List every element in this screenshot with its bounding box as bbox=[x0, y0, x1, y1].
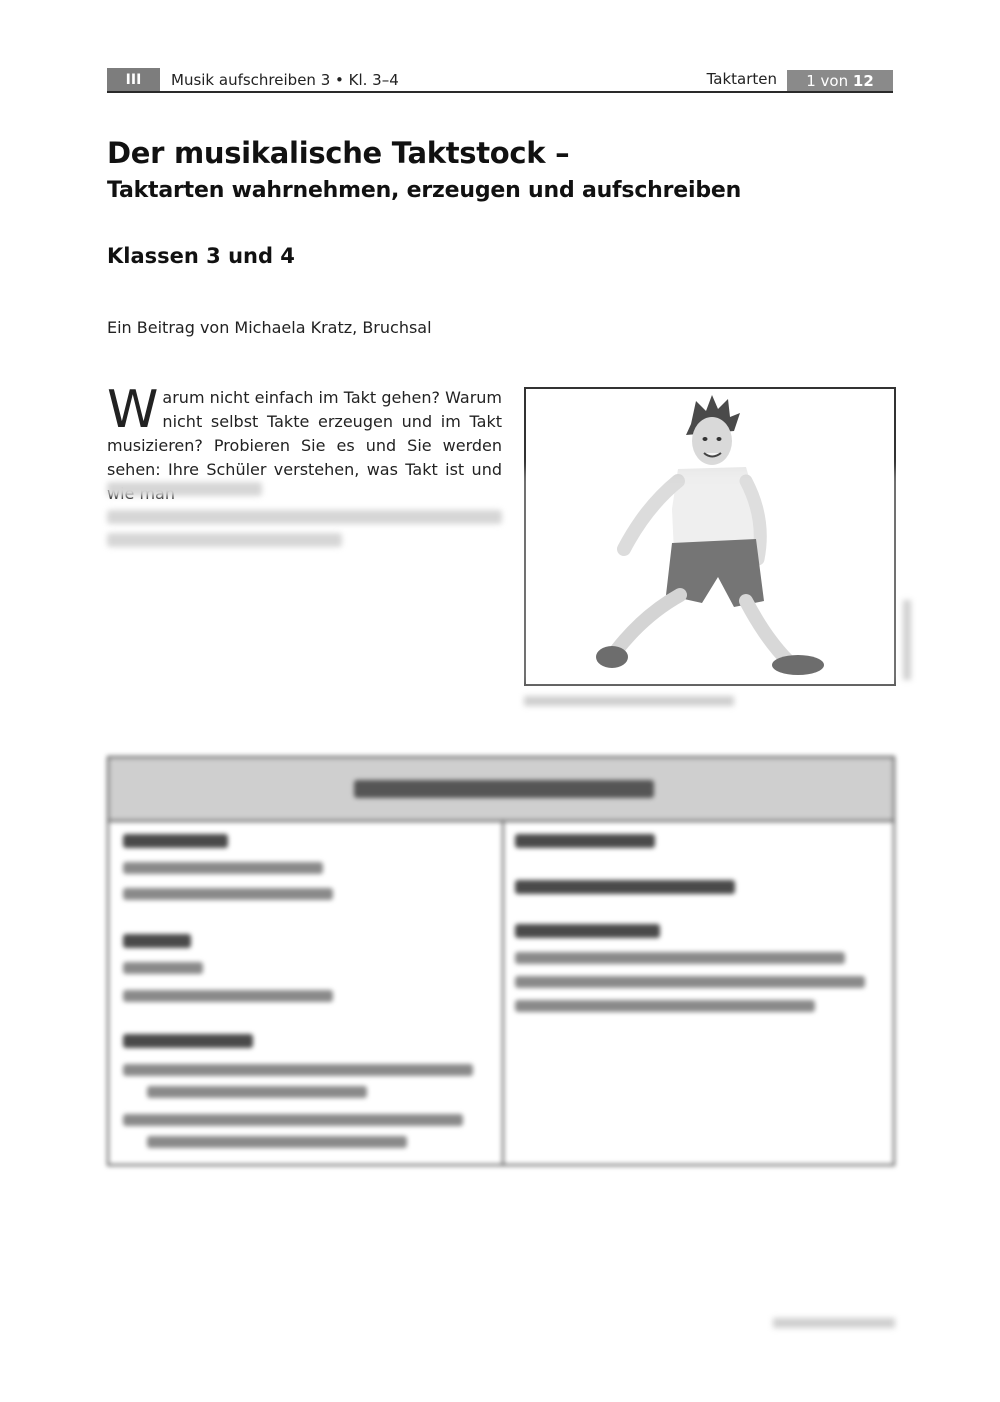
author-line: Ein Beitrag von Michaela Kratz, Bruchsal bbox=[107, 318, 432, 337]
blurred-line bbox=[515, 976, 865, 988]
blurred-heading bbox=[515, 880, 735, 894]
blurred-heading bbox=[123, 1034, 253, 1048]
photo-blur-overlay bbox=[518, 470, 902, 688]
blurred-line bbox=[123, 1114, 463, 1126]
blurred-heading bbox=[515, 924, 660, 938]
photo-caption bbox=[524, 696, 734, 706]
page-subtitle: Taktarten wahrnehmen, erzeugen und aufschreiben bbox=[107, 178, 742, 203]
blurred-heading bbox=[515, 834, 655, 848]
summary-box-header bbox=[109, 758, 893, 822]
blurred-heading bbox=[123, 834, 228, 848]
blurred-line bbox=[123, 862, 323, 874]
blurred-text-line bbox=[107, 482, 262, 496]
blurred-heading bbox=[123, 934, 191, 948]
page-header bbox=[107, 68, 893, 92]
summary-box-title bbox=[354, 780, 654, 798]
grade-label: Klassen 3 und 4 bbox=[107, 244, 295, 268]
footer-copyright bbox=[773, 1318, 895, 1328]
blurred-line bbox=[515, 1000, 815, 1012]
topic-label: Taktarten bbox=[706, 70, 777, 88]
summary-box bbox=[107, 756, 895, 1166]
blurred-line bbox=[147, 1136, 407, 1148]
series-title: Musik aufschreiben 3 • Kl. 3–4 bbox=[171, 71, 399, 89]
page-of: von bbox=[820, 72, 849, 90]
page-title: Der musikalische Taktstock – bbox=[107, 136, 570, 170]
blurred-text-line bbox=[107, 510, 502, 524]
blurred-line bbox=[515, 952, 845, 964]
photo-credit bbox=[903, 600, 911, 680]
page-indicator bbox=[787, 70, 893, 92]
blurred-line bbox=[147, 1086, 367, 1098]
page-current: 1 bbox=[806, 72, 816, 90]
header-rule bbox=[107, 91, 893, 93]
intro-text: arum nicht einfach im Takt gehen? Warum nicht selbst Takte erzeugen und im Takt musizieren? Probieren Sie es und Sie werden sehen: Ihre Schüler verstehen, was Takt ist und bbox=[107, 388, 502, 479]
blurred-line bbox=[123, 888, 333, 900]
page-total: 12 bbox=[852, 72, 874, 90]
blurred-line bbox=[123, 1064, 473, 1076]
blurred-line bbox=[123, 962, 203, 974]
blurred-text-line bbox=[107, 533, 342, 547]
blurred-line bbox=[123, 990, 333, 1002]
section-badge: III bbox=[107, 68, 160, 92]
summary-box-divider bbox=[502, 820, 504, 1164]
drop-cap: W bbox=[107, 380, 159, 440]
